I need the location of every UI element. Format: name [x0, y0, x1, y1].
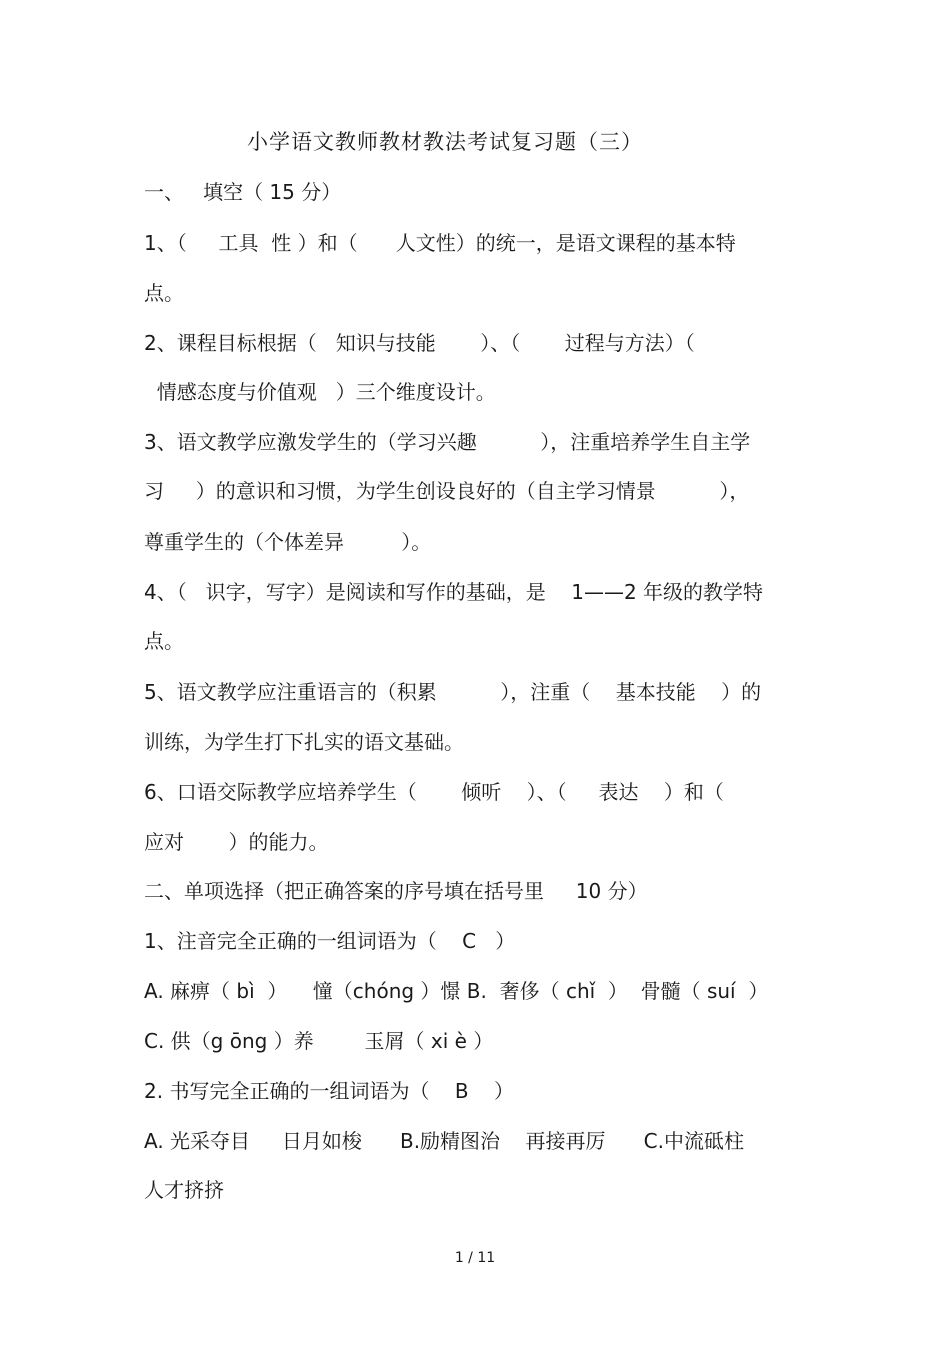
text-line: 5、语文教学应注重语言的（积累 ），注重（ 基本技能 ）的	[144, 680, 762, 704]
option-line: A. 麻痹（ bì ） 憧（chóng ）憬 B. 奢侈（ chǐ ） 骨髓（ suí ）	[144, 979, 769, 1003]
text-line: 习 ）的意识和习惯，为学生创设良好的（自主学习情景 ），	[144, 479, 750, 503]
text-line: 情感态度与价值观 ）三个维度设计。	[144, 380, 496, 404]
question-line: 1、注音完全正确的一组词语为（ C ）	[144, 929, 516, 953]
text-line: 点。	[144, 281, 184, 305]
text-line: 2、课程目标根据（ 知识与技能 ）、（ 过程与方法）（	[144, 331, 695, 355]
option-line: 人才挤挤	[144, 1178, 224, 1202]
page-number: 1 / 11	[454, 1250, 496, 1266]
text-line: 1、（ 工具 性 ）和（ 人文性）的统一，是语文课程的基本特	[144, 231, 736, 255]
text-line: 一、 填空（ 15 分）	[144, 180, 342, 204]
text-line: 6、口语交际教学应培养学生（ 倾听 ）、（ 表达 ）和（	[144, 780, 724, 804]
section-heading: 二、单项选择（把正确答案的序号填在括号里 10 分）	[144, 879, 648, 903]
page-title: 小学语文教师教材教法考试复习题（三）	[247, 130, 643, 154]
option-line: C. 供（g ōng ）养 玉屑（ xi è ）	[144, 1029, 494, 1053]
text-line: 3、语文教学应激发学生的（学习兴趣 ），注重培养学生自主学	[144, 430, 751, 454]
text-line: 尊重学生的（个体差异 ）。	[144, 530, 432, 554]
text-line: 4、（ 识字，写字）是阅读和写作的基础，是 1——2 年级的教学特	[144, 580, 764, 604]
option-line: A. 光采夺目 日月如梭 B.励精图治 再接再厉 C.中流砥柱	[144, 1129, 744, 1153]
question-line: 2. 书写完全正确的一组词语为（ B ）	[144, 1079, 515, 1103]
text-line: 点。	[144, 629, 184, 653]
text-line: 训练，为学生打下扎实的语文基础。	[144, 730, 464, 754]
text-line: 应对 ）的能力。	[144, 830, 329, 854]
